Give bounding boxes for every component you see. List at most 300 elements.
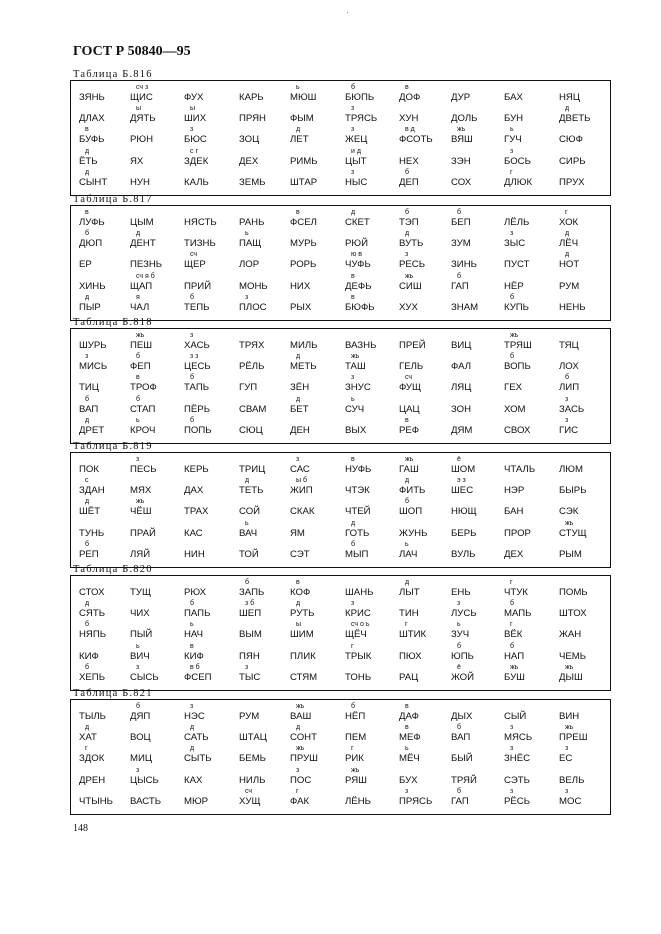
word-cell: ЕНЬ — [451, 587, 471, 598]
pronunciation-marks: з — [190, 703, 194, 710]
word-cell: ЦЫСЬ — [130, 774, 159, 786]
pronunciation-marks: б — [405, 209, 410, 216]
word-cell: БАН — [504, 506, 524, 518]
word-cell: ГАШ — [399, 464, 419, 475]
word-cell: МЕТЬ — [290, 361, 317, 373]
word-cell: ПЯН — [239, 650, 260, 662]
word-cell: КИФ — [79, 650, 99, 662]
word-cell: ЖАН — [559, 629, 582, 641]
pronunciation-marks: ё — [457, 456, 461, 463]
pronunciation-marks: з — [565, 787, 569, 795]
pronunciation-marks: д — [296, 353, 301, 361]
word-cell: ТУНЬ — [79, 527, 105, 539]
word-cell: МУРЬ — [290, 238, 317, 250]
word-cell: ДЯМ — [451, 424, 473, 436]
pronunciation-marks: г — [510, 579, 513, 586]
word-cell: ПУСТ — [504, 259, 530, 271]
pronunciation-marks: з — [136, 663, 140, 671]
word-cell: МЁЧ — [399, 753, 420, 765]
word-cell: ШТИК — [399, 629, 427, 641]
pronunciation-marks: д — [85, 600, 90, 608]
pronunciation-marks: з — [351, 105, 355, 113]
word-cell: ЧТЭК — [345, 485, 370, 497]
word-cell: ЛЕТ — [290, 134, 309, 146]
pronunciation-marks: ы б — [296, 477, 307, 485]
pronunciation-marks: д — [405, 579, 410, 586]
pronunciation-marks: б — [510, 353, 515, 361]
word-cell: БЫРЬ — [559, 485, 587, 497]
word-cell: БУШ — [504, 671, 525, 683]
pronunciation-marks: жь — [136, 498, 145, 506]
word-cell: ХАСЬ — [184, 340, 210, 351]
word-cell: ВЯШ — [451, 134, 473, 146]
word-cell: МЯХ — [130, 485, 152, 497]
word-cell: РУМ — [559, 280, 580, 292]
table-row — [71, 127, 610, 148]
word-cell: ГОТЬ — [345, 527, 370, 539]
pronunciation-marks: в д — [405, 126, 415, 134]
pronunciation-marks: з — [405, 251, 409, 259]
word-cell: ТРЯШ — [504, 340, 532, 351]
word-cell: ХИНЬ — [79, 280, 106, 292]
word-cell: БЕТ — [290, 403, 309, 415]
word-cell: КАХ — [184, 774, 203, 786]
word-cell: БУН — [504, 113, 524, 125]
table-row — [71, 665, 610, 686]
word-cell: ПОМЬ — [559, 587, 588, 598]
word-cell: ТЕТЬ — [239, 485, 264, 497]
word-cell: ЧУФЬ — [345, 259, 371, 271]
word-cell: ЖЕЦ — [345, 134, 368, 146]
word-cell: ШЕП — [239, 608, 262, 620]
pronunciation-marks: з — [565, 745, 569, 753]
word-cell: ТАШ — [345, 361, 366, 373]
word-cell: ПРУШ — [290, 753, 318, 765]
word-cell: НАЧ — [184, 629, 203, 641]
pronunciation-marks: в — [405, 703, 409, 710]
word-cell: ДЯП — [130, 711, 151, 722]
pronunciation-marks: ь — [405, 540, 409, 548]
word-cell: ФЫМ — [290, 113, 314, 125]
word-cell: ЗОН — [451, 403, 472, 415]
pronunciation-marks: г — [510, 621, 513, 629]
pronunciation-marks: я — [136, 293, 140, 301]
word-cell: ВУЛЬ — [451, 548, 476, 560]
word-cell: РЯШ — [345, 774, 367, 786]
word-cell: РЮХ — [184, 587, 207, 598]
word-cell: ФСЕП — [184, 671, 212, 683]
word-cell: ФУЩ — [399, 382, 421, 394]
pronunciation-marks: в — [136, 374, 140, 382]
pronunciation-marks: з — [85, 353, 89, 361]
word-cell: ДОФ — [399, 92, 421, 103]
word-cell: ДЕП — [399, 176, 419, 188]
word-cell: СЭК — [559, 506, 579, 518]
pronunciation-marks: в б — [190, 663, 200, 671]
word-cell: ЖУНЬ — [399, 527, 428, 539]
table-row — [71, 457, 610, 478]
pronunciation-marks: з — [351, 374, 355, 382]
word-cell: ДЕН — [290, 424, 310, 436]
word-cell: ЛЁЧ — [559, 238, 579, 250]
table-row — [71, 170, 610, 191]
word-cell: БУХ — [399, 774, 418, 786]
pronunciation-marks: ы — [136, 105, 142, 113]
word-cell: БЮФЬ — [345, 301, 375, 313]
pronunciation-marks: з — [245, 663, 249, 671]
word-cell: МИСЬ — [79, 361, 108, 373]
word-cell: ЗУЧ — [451, 629, 470, 641]
word-cell: ТОНЬ — [345, 671, 372, 683]
pronunciation-marks: з — [510, 745, 514, 753]
word-cell: ТИЦ — [79, 382, 99, 394]
pronunciation-marks: з — [457, 600, 461, 608]
word-cell: ДЫХ — [451, 711, 473, 722]
word-cell: ХУН — [399, 113, 419, 125]
word-cell: ЩАП — [130, 280, 153, 292]
word-cell: ТРЯЙ — [451, 774, 477, 786]
pronunciation-marks: в — [351, 456, 355, 463]
word-cell: ЗИНЬ — [451, 259, 477, 271]
word-table — [70, 452, 611, 568]
pronunciation-marks: д — [85, 498, 90, 506]
word-cell: МЫП — [345, 548, 369, 560]
table-row — [71, 542, 610, 563]
word-cell: ЗАПЬ — [239, 587, 265, 598]
word-cell: ЯХ — [130, 155, 144, 167]
word-cell: ПАПЬ — [184, 608, 211, 620]
table-row — [71, 274, 610, 295]
pronunciation-marks: г — [351, 642, 354, 650]
word-cell: ПЫР — [79, 301, 101, 313]
word-cell: ПЕМ — [345, 732, 367, 744]
word-cell: ХУХ — [399, 301, 418, 313]
table-caption: Таблица Б.819 — [73, 441, 153, 452]
table-row — [71, 106, 610, 127]
pronunciation-marks: д — [565, 251, 570, 259]
word-cell: ВЫХ — [345, 424, 367, 436]
pronunciation-marks: б — [457, 642, 462, 650]
word-cell: ЧТАЛЬ — [504, 464, 536, 475]
word-cell: ДЛАХ — [79, 113, 105, 125]
word-cell: ВУТЬ — [399, 238, 424, 250]
word-cell: ВАСТЬ — [130, 795, 162, 807]
table-row — [71, 789, 610, 810]
pronunciation-marks: жь — [565, 724, 574, 732]
pronunciation-marks: э з — [457, 477, 466, 485]
word-cell: ТЭП — [399, 217, 419, 228]
word-cell: КОФ — [290, 587, 311, 598]
word-cell: КАС — [184, 527, 203, 539]
word-cell: ДУР — [451, 92, 471, 103]
pronunciation-marks: б — [351, 540, 356, 548]
word-cell: ПЕСЬ — [130, 464, 157, 475]
word-cell: ПРАЙ — [130, 527, 156, 539]
word-cell: ЛЮМ — [559, 464, 583, 475]
word-cell: ЗДОК — [79, 753, 105, 765]
pronunciation-marks: б — [405, 168, 410, 176]
word-cell: ХАТ — [79, 732, 97, 744]
word-cell: ПЫЙ — [130, 629, 153, 641]
pronunciation-marks: ь — [510, 126, 514, 134]
pronunciation-marks: б — [190, 293, 195, 301]
word-cell: РИК — [345, 753, 364, 765]
pronunciation-marks: в — [85, 209, 89, 216]
pronunciation-marks: г — [351, 745, 354, 753]
word-cell: ЦЕСЬ — [184, 361, 211, 373]
word-cell: ТЯЦ — [559, 340, 579, 351]
word-cell: СКАК — [290, 506, 315, 518]
word-cell: ЛЁЛЬ — [504, 217, 530, 228]
word-cell: РЫМ — [559, 548, 582, 560]
table-row — [71, 768, 610, 789]
word-cell: СЫТЬ — [184, 753, 212, 765]
word-cell: ПРЕЙ — [399, 340, 426, 351]
table-row — [71, 85, 610, 106]
pronunciation-marks: сч з — [136, 84, 149, 91]
word-cell: ДЕХ — [504, 548, 524, 560]
word-cell: ЛОХ — [559, 361, 579, 373]
word-cell: РОРЬ — [290, 259, 317, 271]
pronunciation-marks: б — [136, 395, 141, 403]
pronunciation-marks: ь — [136, 416, 140, 424]
table-row — [71, 580, 610, 601]
word-cell: ФАЛ — [451, 361, 471, 373]
table-row — [71, 333, 610, 354]
word-cell: БАХ — [504, 92, 523, 103]
word-cell: СЫНТ — [79, 176, 108, 188]
word-cell: ХОМ — [504, 403, 526, 415]
table-row — [71, 622, 610, 643]
word-cell: ЗНЁС — [504, 753, 531, 765]
word-cell: КРИС — [345, 608, 371, 620]
word-cell: СОХ — [451, 176, 472, 188]
page-number: 148 — [73, 823, 88, 834]
word-cell: ЗНАМ — [451, 301, 479, 313]
word-cell: ШТАР — [290, 176, 318, 188]
pronunciation-marks: з — [296, 456, 300, 463]
word-cell: ТИЗНЬ — [184, 238, 216, 250]
pronunciation-marks: б — [457, 787, 462, 795]
word-cell: НЕНЬ — [559, 301, 586, 313]
table-row — [71, 725, 610, 746]
word-cell: ПЮХ — [399, 650, 422, 662]
word-cell: СТОХ — [79, 587, 105, 598]
pronunciation-marks: д — [296, 126, 301, 134]
table-row — [71, 375, 610, 396]
word-cell: ЯМ — [290, 527, 305, 539]
pronunciation-marks: б — [351, 84, 356, 91]
table-caption: Таблица Б.816 — [73, 69, 153, 80]
word-cell: ЦЫМ — [130, 217, 154, 228]
word-cell: ПОС — [290, 774, 312, 786]
table-caption: Таблица Б.817 — [73, 194, 153, 205]
word-cell: РЮЙ — [345, 238, 368, 250]
word-cell: ДЕНТ — [130, 238, 156, 250]
table-row — [71, 746, 610, 767]
word-cell: ПЛИК — [290, 650, 316, 662]
word-cell: БЕМЬ — [239, 753, 266, 765]
pronunciation-marks: с г — [190, 147, 198, 155]
word-cell: ЗАСЬ — [559, 403, 585, 415]
word-cell: ВЕЛЬ — [559, 774, 585, 786]
pronunciation-marks: жь — [351, 353, 360, 361]
word-cell: НЯСТЬ — [184, 217, 217, 228]
word-cell: ТРОФ — [130, 382, 157, 394]
word-cell: МЕФ — [399, 732, 421, 744]
word-cell: ЖОЙ — [451, 671, 475, 683]
pronunciation-marks: д — [85, 293, 90, 301]
word-cell: ЁТЬ — [79, 155, 98, 167]
pronunciation-marks: д — [85, 724, 90, 732]
pronunciation-marks: ь — [405, 745, 409, 753]
word-cell: ШИХ — [184, 113, 207, 125]
word-cell: НЫС — [345, 176, 368, 188]
word-cell: РУТЬ — [290, 608, 315, 620]
word-table — [70, 699, 611, 815]
word-cell: ФАК — [290, 795, 310, 807]
word-cell: СЫЙ — [504, 711, 527, 722]
word-cell: НОТ — [559, 259, 580, 271]
word-cell: ТОЙ — [239, 548, 259, 560]
word-cell: БЮПЬ — [345, 92, 375, 103]
word-cell: ВЁК — [504, 629, 523, 641]
word-cell: ПОК — [79, 464, 99, 475]
word-cell: ПЛОС — [239, 301, 267, 313]
word-cell: РЁСЬ — [504, 795, 531, 807]
table-row — [71, 418, 610, 439]
word-cell: ВОЦ — [130, 732, 151, 744]
pronunciation-marks: б — [85, 395, 90, 403]
word-cell: МАПЬ — [504, 608, 532, 620]
word-cell: ФИТЬ — [399, 485, 426, 497]
word-cell: БЕП — [451, 217, 471, 228]
pronunciation-marks: г — [510, 168, 513, 176]
pronunciation-marks: з — [510, 724, 514, 732]
word-cell: ЩЁЧ — [345, 629, 367, 641]
pronunciation-marks: ь — [190, 621, 194, 629]
word-cell: БЫЙ — [451, 753, 473, 765]
word-cell: ПРЕШ — [559, 732, 588, 744]
word-cell: ЛИП — [559, 382, 580, 394]
word-cell: ШОП — [399, 506, 423, 518]
pronunciation-marks: д — [351, 519, 356, 527]
pronunciation-marks: б — [510, 642, 515, 650]
pronunciation-marks: д — [351, 209, 356, 216]
pronunciation-marks: д — [296, 395, 301, 403]
word-cell: НИН — [184, 548, 205, 560]
pronunciation-marks: б — [405, 498, 410, 506]
word-cell: ЛОР — [239, 259, 260, 271]
word-cell: СЯТЬ — [79, 608, 106, 620]
pronunciation-marks: в — [296, 579, 300, 586]
word-cell: НЯПЬ — [79, 629, 107, 641]
table-row — [71, 252, 610, 273]
word-cell: ПРОР — [504, 527, 531, 539]
word-cell: ЛУФЬ — [79, 217, 105, 228]
pronunciation-marks: ы — [190, 105, 196, 113]
word-cell: ДЕФЬ — [345, 280, 372, 292]
word-cell: СЮЦ — [239, 424, 263, 436]
word-cell: ПОПЬ — [184, 424, 212, 436]
pronunciation-marks: б — [85, 621, 90, 629]
word-cell: ТРАХ — [184, 506, 209, 518]
table-row — [71, 521, 610, 542]
word-cell: НАП — [504, 650, 525, 662]
pronunciation-marks: б — [351, 703, 356, 710]
word-cell: СТАП — [130, 403, 156, 415]
pronunciation-marks: б — [565, 374, 570, 382]
word-cell: ПРЯСЬ — [399, 795, 433, 807]
pronunciation-marks: д — [405, 230, 410, 238]
pronunciation-marks: ы — [296, 621, 302, 629]
pronunciation-marks: з — [351, 168, 355, 176]
word-cell: ШЁТ — [79, 506, 101, 518]
word-cell: МОС — [559, 795, 582, 807]
table-row — [71, 397, 610, 418]
pronunciation-marks: з з — [190, 353, 199, 361]
word-cell: ЛЯЙ — [130, 548, 151, 560]
pronunciation-marks: жь — [136, 332, 145, 339]
pronunciation-marks: д — [85, 416, 90, 424]
table-row — [71, 231, 610, 252]
word-cell: НИЛЬ — [239, 774, 266, 786]
table-row — [71, 478, 610, 499]
word-cell: ФСЕЛ — [290, 217, 317, 228]
pronunciation-marks: в — [351, 293, 355, 301]
scan-dot: · — [346, 8, 349, 17]
word-cell: НЕХ — [399, 155, 419, 167]
word-cell: ТИН — [399, 608, 419, 620]
word-cell: НЮЩ — [451, 506, 477, 518]
word-cell: БЕРЬ — [451, 527, 477, 539]
pronunciation-marks: д — [85, 168, 90, 176]
table-row — [71, 149, 610, 170]
word-cell: ШЕС — [451, 485, 474, 497]
word-cell: ЗЫС — [504, 238, 526, 250]
word-cell: ДОЛЬ — [451, 113, 478, 125]
word-cell: ЛЯЦ — [451, 382, 472, 394]
word-cell: РЕСЬ — [399, 259, 426, 271]
word-cell: НЯЦ — [559, 92, 580, 103]
pronunciation-marks: д — [136, 230, 141, 238]
word-cell: ЗУМ — [451, 238, 471, 250]
pronunciation-marks: в — [351, 272, 355, 280]
pronunciation-marks: б — [457, 724, 462, 732]
word-cell: ПРЯН — [239, 113, 266, 125]
word-cell: СИШ — [399, 280, 422, 292]
word-cell: КРОЧ — [130, 424, 156, 436]
word-cell: ЛАЧ — [399, 548, 418, 560]
word-cell: СВОХ — [504, 424, 531, 436]
pronunciation-marks: з — [351, 600, 355, 608]
table-caption: Таблица Б.818 — [73, 317, 153, 328]
word-cell: ГЕХ — [504, 382, 522, 394]
pronunciation-marks: ь — [457, 621, 461, 629]
word-cell: ЗДАН — [79, 485, 105, 497]
word-cell: НИХ — [290, 280, 311, 292]
word-cell: КАРЬ — [239, 92, 264, 103]
word-cell: ПРУХ — [559, 176, 585, 188]
word-cell: ТЫС — [239, 671, 261, 683]
word-cell: ХЕПЬ — [79, 671, 105, 683]
word-cell: ВИЧ — [130, 650, 150, 662]
word-cell: ЧТЫНЬ — [79, 795, 113, 807]
word-cell: ХОК — [559, 217, 579, 228]
word-cell: ШУРЬ — [79, 340, 107, 351]
word-cell: ЗЭН — [451, 155, 471, 167]
pronunciation-marks: в — [405, 724, 409, 732]
